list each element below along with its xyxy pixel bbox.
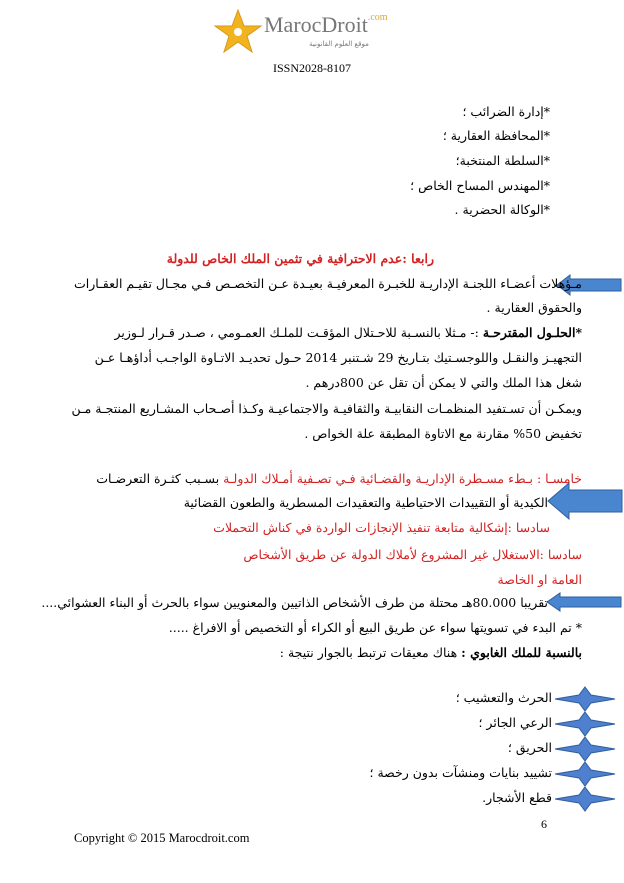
paragraph-line: بالنسبة للملك الغابوي : هناك معيقات ترتبط بالجوار نتيجة : <box>279 645 582 660</box>
section-heading-4: رابعا :عدم الاحترافية في تثمين الملك الخاص للدولة <box>166 251 434 266</box>
list-item: الحريق ؛ <box>507 740 552 755</box>
paragraph-line: التجهيـز والنقـل واللوجسـتيك بتـاريخ 29 شـتنبر 2014 حـول تحديـد الاتـاوة الواجـب أداؤهـا عـن <box>94 350 582 365</box>
forest-label: بالنسبة للملك الغابوي : <box>461 645 582 660</box>
list-item: الرعي الجائر ؛ <box>478 715 552 730</box>
star-bullet-icon <box>554 761 616 787</box>
paragraph-line: تخفيض 50% مقارنة مع الاتاوة المطبقة علة الخواص . <box>304 426 582 441</box>
star-bullet-icon <box>554 786 616 812</box>
list-item: *المهندس المساح الخاص ؛ <box>410 178 550 193</box>
list-item: الحرث والتعشيب ؛ <box>455 690 552 705</box>
left-arrow-icon <box>546 592 622 612</box>
section-heading-5: خامسـا : بـطء مسـطرة الإداريـة والقضـائية فـي تصـفية أمـلاك الدولـة بسـبب كثـرة التعرضـات <box>96 471 582 486</box>
paragraph-line: *الحلـول المقترحـة :- مـثلا بالنسـبة للاحـتلال المؤقـت للملـك العمـومي ، صـدر قـرار لـوزير <box>114 325 582 340</box>
site-logo <box>212 8 412 54</box>
paragraph-line: شغل هذا الملك والتي لا يمكن أن تقل عن 800درهم . <box>305 375 582 390</box>
section-heading-6b: سادسا :الاستغلال غير المشروع لأملاك الدولة عن طريق الأشخاص <box>243 547 582 562</box>
star-bullet-icon <box>554 686 616 712</box>
paragraph-line: مـؤهلات أعضـاء اللجنـة الإداريـة للخبـرة المعرفيـة بعيـدة عـن التخصـص فـي مجـال تقيـم العقـارات <box>74 276 582 291</box>
section-heading-6a: سادسا :إشكالية متابعة تنفيذ الإنجازات الواردة في كناش التحملات <box>213 520 550 535</box>
issn-number: ISSN2028-8107 <box>272 61 351 75</box>
star-logo-icon <box>212 8 264 54</box>
paragraph-line: تقريبا 80.000هـ محتلة من طرف الأشخاص الذاتيين والمعنويين سواء بالحرث أو البناء العشوائي.... <box>41 595 548 610</box>
paragraph-line: ويمكـن أن تسـتفيد المنظمـات النقابيـة والثقافيـة والاجتماعيـة وكـذا أصـحاب المشـاريع المنتجـة مـن <box>71 401 582 416</box>
star-bullet-icon <box>554 736 616 762</box>
star-bullet-icon <box>554 711 616 737</box>
paragraph-line: والحقوق العقارية . <box>486 300 582 315</box>
list-item: *إدارة الضرائب ؛ <box>462 104 550 119</box>
list-item: قطع الأشجار. <box>482 790 552 805</box>
list-item: *المحافظة العقارية ؛ <box>442 128 550 143</box>
logo-subtitle: موقع العلوم القانونية <box>309 40 369 48</box>
list-item: *السلطة المنتخبة؛ <box>455 153 550 168</box>
solutions-label: *الحلـول المقترحـة <box>482 325 582 340</box>
paragraph-line: * تم البدء في تسويتها سواء عن طريق البيع أو الكراء أو التخصيص أو الافراغ ..... <box>168 620 582 635</box>
logo-wordmark: MarocDroit$^{.com}$ <box>264 12 388 37</box>
list-item: تشييد بنايات ومنشآت بدون رخصة ؛ <box>369 765 552 780</box>
left-arrow-icon <box>547 482 623 520</box>
list-item: *الوكالة الحضرية . <box>454 202 550 217</box>
copyright-text: Copyright © 2015 Marocdroit.com <box>74 831 250 845</box>
paragraph-line: الكيدية أو التقييدات الاحتياطية والتعقيدات المسطرية والطعون القضائية <box>183 495 548 510</box>
section-heading-6b-cont: العامة او الخاصة <box>497 572 582 587</box>
page-number: 6 <box>541 817 547 831</box>
